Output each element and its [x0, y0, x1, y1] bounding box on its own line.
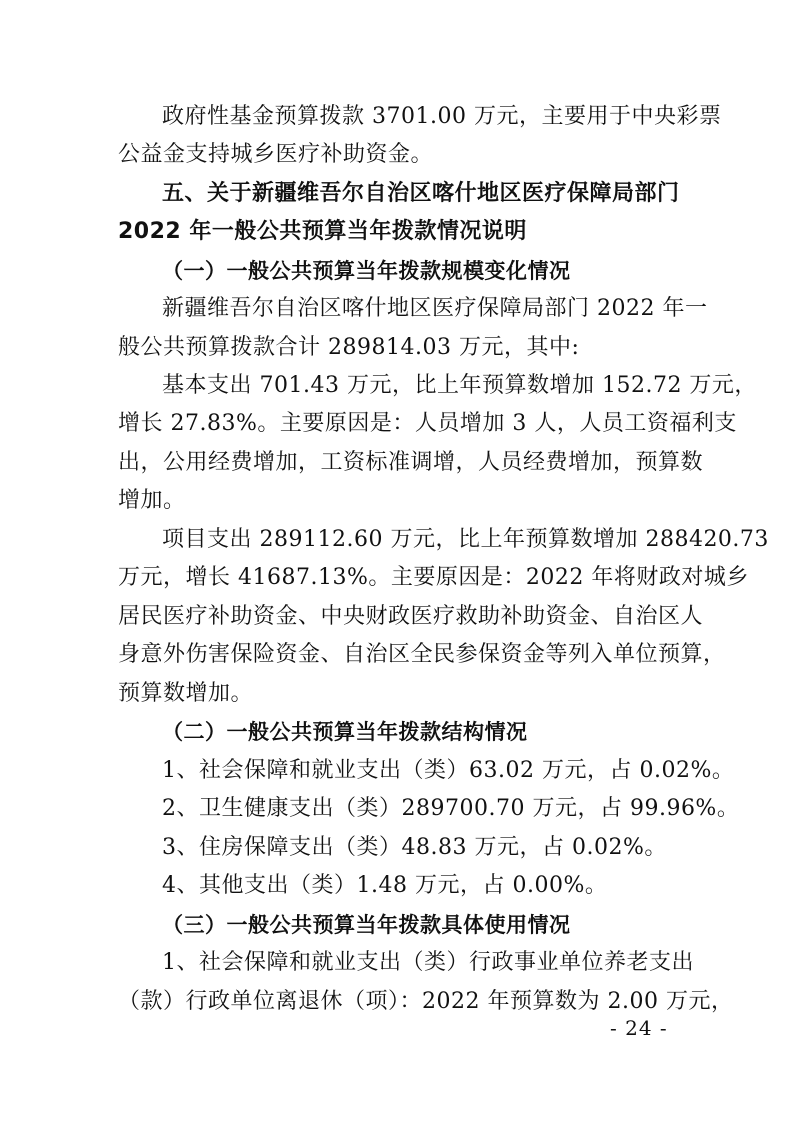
body-text-line: 政府性基金预算拨款 3701.00 万元，主要用于中央彩票 [162, 104, 722, 129]
list-item: 2、卫生健康支出（类）289700.70 万元，占 99.96%。 [162, 796, 740, 821]
body-text-line: 居民医疗补助资金、中央财政医疗救助补助资金、自治区人 [118, 604, 704, 629]
body-text-line: 般公共预算拨款合计 289814.03 万元，其中: [118, 335, 580, 360]
section-heading: 2022 年一般公共预算当年拨款情况说明 [118, 219, 527, 244]
page-number: - 24 - [610, 1016, 668, 1040]
subsection-heading: （二）一般公共预算当年拨款结构情况 [162, 720, 528, 744]
body-text-line: 项目支出 289112.60 万元，比上年预算数增加 288420.73 [162, 527, 769, 552]
body-text-line: 增加。 [118, 488, 186, 513]
list-item: 3、住房保障支出（类）48.83 万元，占 0.02%。 [162, 835, 667, 860]
list-item: 4、其他支出（类）1.48 万元，占 0.00%。 [162, 873, 608, 898]
body-text-line: 出，公用经费增加，工资标准调增，人员经费增加，预算数 [118, 450, 704, 475]
body-text-line: 基本支出 701.43 万元，比上年预算数增加 152.72 万元， [162, 373, 757, 398]
subsection-heading: （三）一般公共预算当年拨款具体使用情况 [162, 913, 571, 937]
body-text-line: 身意外伤害保险资金、自治区全民参保资金等列入单位预算， [118, 642, 726, 667]
body-text-line: 新疆维吾尔自治区喀什地区医疗保障局部门 2022 年一 [162, 296, 708, 321]
list-item: 1、社会保障和就业支出（类）63.02 万元，占 0.02%。 [162, 758, 735, 783]
body-text-line: 万元，增长 41687.13%。主要原因是：2022 年将财政对城乡 [118, 565, 749, 590]
body-text-line: 增长 27.83%。主要原因是：人员增加 3 人，人员工资福利支 [118, 411, 737, 436]
body-text-line: 1、社会保障和就业支出（类）行政事业单位养老支出 [162, 950, 694, 975]
section-heading: 五、关于新疆维吾尔自治区喀什地区医疗保障局部门 [162, 181, 680, 206]
subsection-heading: （一）一般公共预算当年拨款规模变化情况 [162, 259, 571, 283]
body-text-line: （款）行政单位离退休（项）：2022 年预算数为 2.00 万元， [118, 989, 734, 1014]
body-text-line: 公益金支持城乡医疗补助资金。 [118, 142, 434, 167]
body-text-line: 预算数增加。 [118, 681, 254, 706]
